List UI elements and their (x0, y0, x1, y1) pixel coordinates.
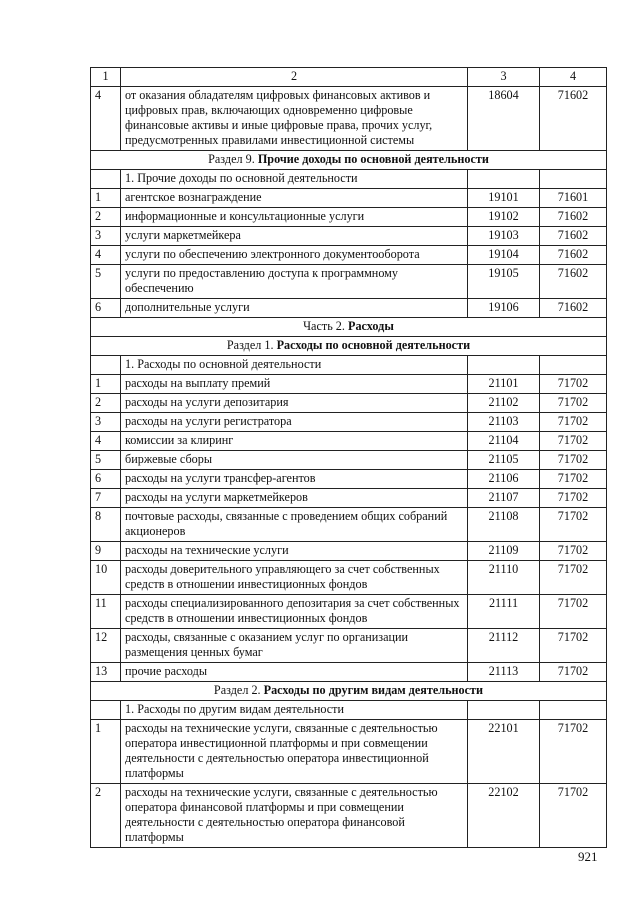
row-number: 5 (91, 451, 121, 470)
row-text: дополнительные услуги (121, 299, 468, 318)
table-row (91, 265, 607, 299)
row-account: 71702 (540, 784, 607, 848)
empty-cell (468, 701, 540, 720)
row-account: 71602 (540, 87, 607, 151)
section-heading-row (91, 151, 607, 170)
part-2-heading (91, 318, 607, 337)
row-number: 6 (91, 470, 121, 489)
table-row (91, 375, 607, 394)
row-code: 21107 (468, 489, 540, 508)
empty-cell (540, 170, 607, 189)
row-text: почтовые расходы, связанные с проведением общих собраний акционеров (121, 508, 468, 542)
table-row (91, 227, 607, 246)
row-code: 21111 (468, 595, 540, 629)
row-number: 9 (91, 542, 121, 561)
row-text: биржевые сборы (121, 451, 468, 470)
row-account: 71702 (540, 489, 607, 508)
subsection-row (91, 356, 607, 375)
row-number: 7 (91, 489, 121, 508)
row-account: 71601 (540, 189, 607, 208)
row-account: 71702 (540, 629, 607, 663)
row-code: 19104 (468, 246, 540, 265)
part-prefix: Часть 2. (303, 319, 348, 333)
row-code: 22101 (468, 720, 540, 784)
empty-cell (468, 356, 540, 375)
row-code: 19106 (468, 299, 540, 318)
row-account: 71702 (540, 561, 607, 595)
header-col-1: 1 (91, 68, 121, 87)
row-text: расходы на выплату премий (121, 375, 468, 394)
page-number: 921 (578, 849, 598, 864)
row-code: 19103 (468, 227, 540, 246)
table-body (91, 68, 607, 848)
table-row (91, 720, 607, 784)
table-row (91, 394, 607, 413)
table-row (91, 451, 607, 470)
empty-cell (540, 356, 607, 375)
section-9-heading (91, 151, 607, 170)
row-number: 4 (91, 432, 121, 451)
row-code: 21101 (468, 375, 540, 394)
table-row (91, 663, 607, 682)
header-col-4: 4 (540, 68, 607, 87)
row-code: 21102 (468, 394, 540, 413)
section-1-heading (91, 337, 607, 356)
empty-cell (91, 356, 121, 375)
row-text: расходы на услуги регистратора (121, 413, 468, 432)
subsection-row (91, 170, 607, 189)
row-text: расходы доверительного управляющего за счет собственных средств в отношении инвестиционных фондов (121, 561, 468, 595)
row-account: 71602 (540, 227, 607, 246)
row-account: 71602 (540, 265, 607, 299)
row-code: 18604 (468, 87, 540, 151)
row-account: 71702 (540, 394, 607, 413)
row-code: 21106 (468, 470, 540, 489)
row-text: прочие расходы (121, 663, 468, 682)
row-number: 3 (91, 227, 121, 246)
header-col-2: 2 (121, 68, 468, 87)
section-prefix: Раздел 1. (226, 338, 277, 352)
table-row (91, 561, 607, 595)
row-code: 19101 (468, 189, 540, 208)
row-code: 21113 (468, 663, 540, 682)
row-code: 22102 (468, 784, 540, 848)
row-number: 4 (91, 246, 121, 265)
row-code: 21104 (468, 432, 540, 451)
table-row (91, 629, 607, 663)
row-number: 2 (91, 784, 121, 848)
part-title: Расходы (348, 319, 394, 333)
section-heading-row (91, 682, 607, 701)
row-account: 71702 (540, 663, 607, 682)
row-account: 71602 (540, 299, 607, 318)
row-text: услуги по обеспечению электронного документооборота (121, 246, 468, 265)
row-text: услуги маркетмейкера (121, 227, 468, 246)
row-number: 11 (91, 595, 121, 629)
row-text: расходы специализированного депозитария за счет собственных средств в отношении инвестиционных фондов (121, 595, 468, 629)
table-row (91, 508, 607, 542)
row-number: 10 (91, 561, 121, 595)
row-account: 71702 (540, 595, 607, 629)
row-text: расходы на технические услуги, связанные с деятельностью оператора финансовой платформы и при совмещении деятельности с деятельностью оператора финансовой платформы (121, 784, 468, 848)
row-text: расходы на услуги депозитария (121, 394, 468, 413)
empty-cell (540, 701, 607, 720)
row-code: 21110 (468, 561, 540, 595)
row-text: агентское вознаграждение (121, 189, 468, 208)
row-text: расходы на услуги трансфер-агентов (121, 470, 468, 489)
table-row (91, 413, 607, 432)
row-account: 71702 (540, 413, 607, 432)
row-text: от оказания обладателям цифровых финансовых активов и цифровых прав, включающих одновременно цифровые финансовые активы и иные цифровые права, прочих услуг, предусмотренных правилами инвестиционной системы (121, 87, 468, 151)
row-number: 5 (91, 265, 121, 299)
table-row (91, 87, 607, 151)
accounts-table (90, 67, 607, 848)
row-text: расходы на технические услуги, связанные с деятельностью оператора инвестиционной платформы и при совмещении деятельности с деятельностью оператора инвестиционной платформы (121, 720, 468, 784)
row-code: 21108 (468, 508, 540, 542)
row-number: 12 (91, 629, 121, 663)
section-title: Расходы по другим видам деятельности (263, 683, 484, 697)
section-prefix: Раздел 9. (208, 152, 258, 166)
row-number: 6 (91, 299, 121, 318)
row-number: 4 (91, 87, 121, 151)
table-row (91, 208, 607, 227)
row-text: расходы на технические услуги (121, 542, 468, 561)
empty-cell (468, 170, 540, 189)
row-number: 3 (91, 413, 121, 432)
row-text: комиссии за клиринг (121, 432, 468, 451)
row-code: 19102 (468, 208, 540, 227)
row-account: 71702 (540, 375, 607, 394)
table-row (91, 595, 607, 629)
table-row (91, 489, 607, 508)
row-code: 21109 (468, 542, 540, 561)
row-account: 71702 (540, 720, 607, 784)
empty-cell (91, 170, 121, 189)
row-account: 71702 (540, 542, 607, 561)
row-account: 71602 (540, 246, 607, 265)
row-number: 8 (91, 508, 121, 542)
row-code: 21112 (468, 629, 540, 663)
section-2-heading (91, 682, 607, 701)
empty-cell (91, 701, 121, 720)
row-number: 13 (91, 663, 121, 682)
row-text: расходы, связанные с оказанием услуг по организации размещения ценных бумаг (121, 629, 468, 663)
header-col-3: 3 (468, 68, 540, 87)
row-code: 21105 (468, 451, 540, 470)
row-number: 1 (91, 189, 121, 208)
row-number: 1 (91, 375, 121, 394)
table-row (91, 299, 607, 318)
section-title: Расходы по основной деятельности (276, 338, 471, 352)
section-prefix: Раздел 2. (213, 683, 264, 697)
row-account: 71602 (540, 208, 607, 227)
row-account: 71702 (540, 508, 607, 542)
table-row (91, 784, 607, 848)
section-heading-row (91, 337, 607, 356)
row-number: 2 (91, 208, 121, 227)
table-row (91, 470, 607, 489)
row-number: 2 (91, 394, 121, 413)
table-row (91, 189, 607, 208)
row-text: услуги по предоставлению доступа к программному обеспечению (121, 265, 468, 299)
row-code: 19105 (468, 265, 540, 299)
row-account: 71702 (540, 451, 607, 470)
row-text: информационные и консультационные услуги (121, 208, 468, 227)
section-title: Прочие доходы по основной деятельности (257, 152, 489, 166)
row-account: 71702 (540, 470, 607, 489)
row-code: 21103 (468, 413, 540, 432)
subsection-row (91, 701, 607, 720)
table-row (91, 246, 607, 265)
subsection-label: 1. Расходы по основной деятельности (121, 356, 468, 375)
row-number: 1 (91, 720, 121, 784)
header-row (91, 68, 607, 87)
table-row (91, 432, 607, 451)
table-row (91, 542, 607, 561)
subsection-label: 1. Расходы по другим видам деятельности (121, 701, 468, 720)
part-heading-row (91, 318, 607, 337)
row-text: расходы на услуги маркетмейкеров (121, 489, 468, 508)
subsection-label: 1. Прочие доходы по основной деятельности (121, 170, 468, 189)
row-account: 71702 (540, 432, 607, 451)
